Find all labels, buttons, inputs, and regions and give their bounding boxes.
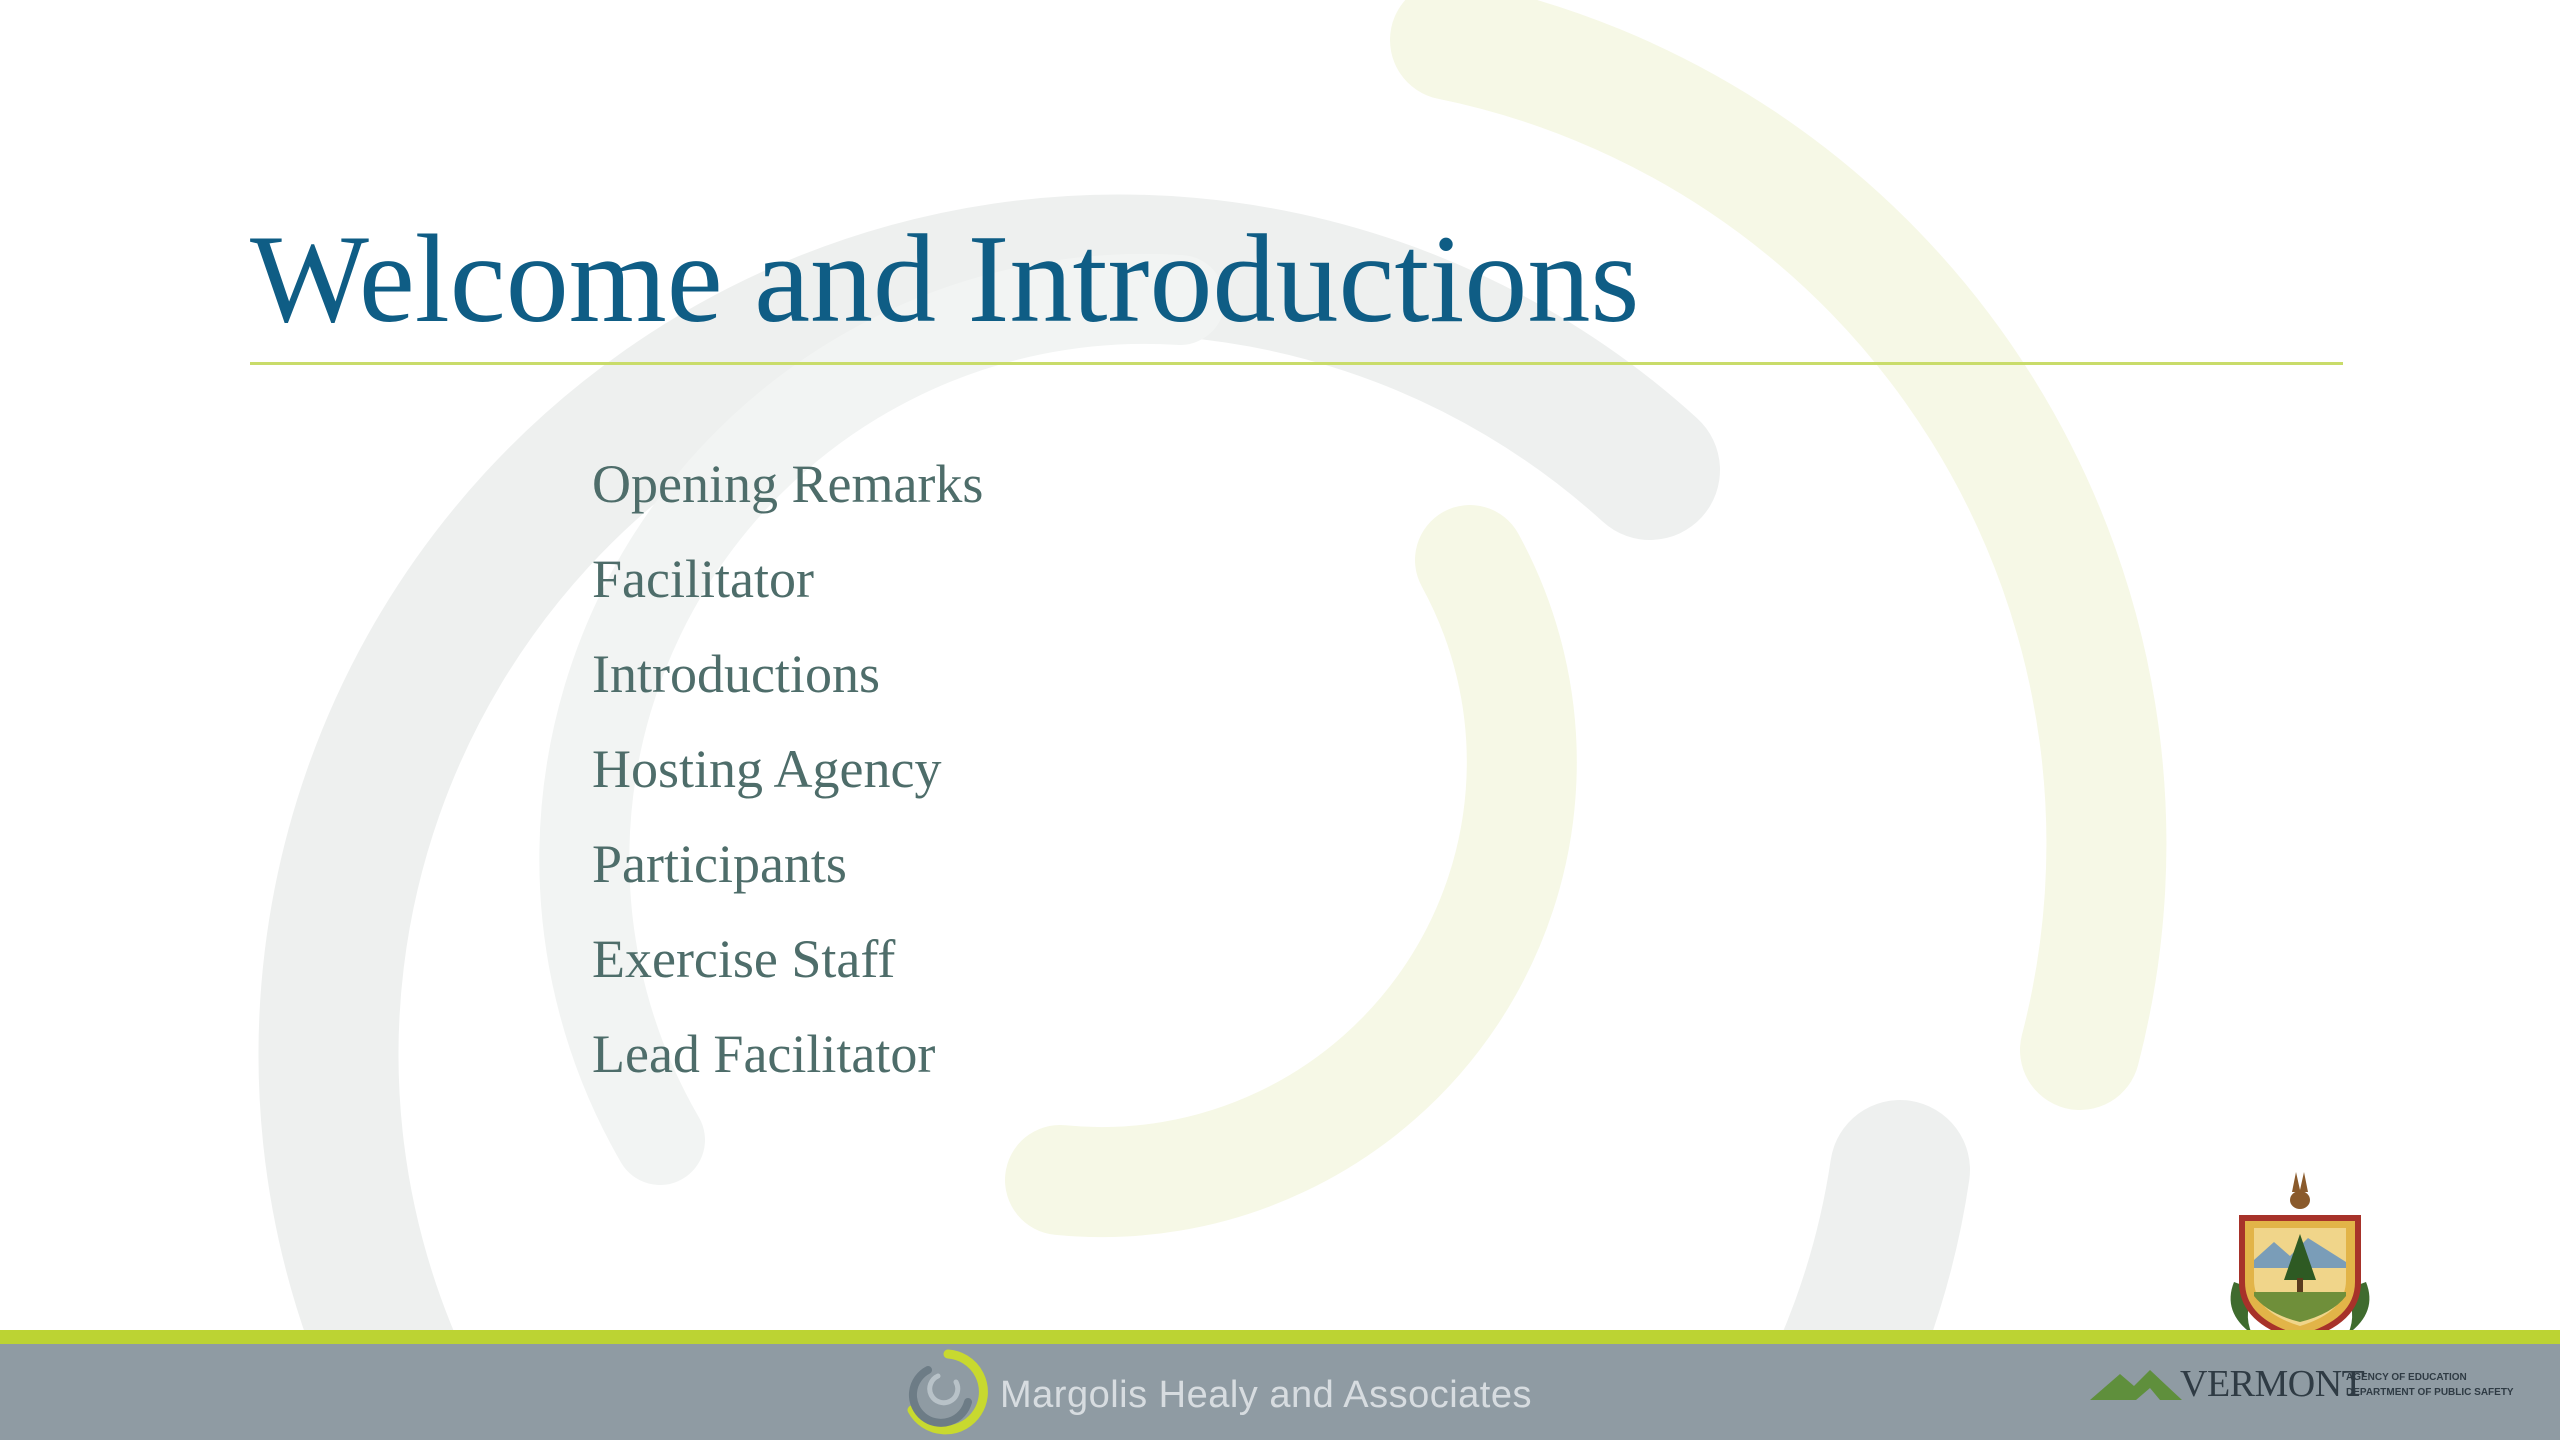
title-divider [250, 362, 2343, 365]
vermont-wordmark: VERMONT [2180, 1363, 2365, 1405]
agenda-item-exercise-staff: Exercise Staff [592, 929, 896, 989]
organization-name: Margolis Healy and Associates [1000, 1374, 1532, 1416]
agenda-list [592, 437, 983, 1102]
agenda-item-lead-facilitator: Lead Facilitator [592, 1024, 936, 1084]
vermont-mountain-logo-icon [2090, 1366, 2182, 1402]
vermont-agency-lines [2346, 1370, 2514, 1400]
agenda-item-opening-remarks: Opening Remarks [592, 454, 984, 514]
vermont-agency-line-public-safety: DEPARTMENT OF PUBLIC SAFETY [2346, 1387, 2514, 1398]
agenda-item-introductions: Introductions [592, 644, 880, 704]
vermont-agency-line-education: AGENCY OF EDUCATION [2346, 1372, 2467, 1383]
vermont-state-seal-icon [2212, 1162, 2388, 1348]
slide-title: Welcome and Introductions [250, 210, 1640, 349]
agenda-item-facilitator: Facilitator [592, 549, 814, 609]
margolis-healy-logo-icon [898, 1346, 992, 1440]
footer-accent-stripe [0, 1330, 2560, 1344]
agenda-item-hosting-agency: Hosting Agency [592, 739, 942, 799]
agenda-item-participants: Participants [592, 834, 847, 894]
